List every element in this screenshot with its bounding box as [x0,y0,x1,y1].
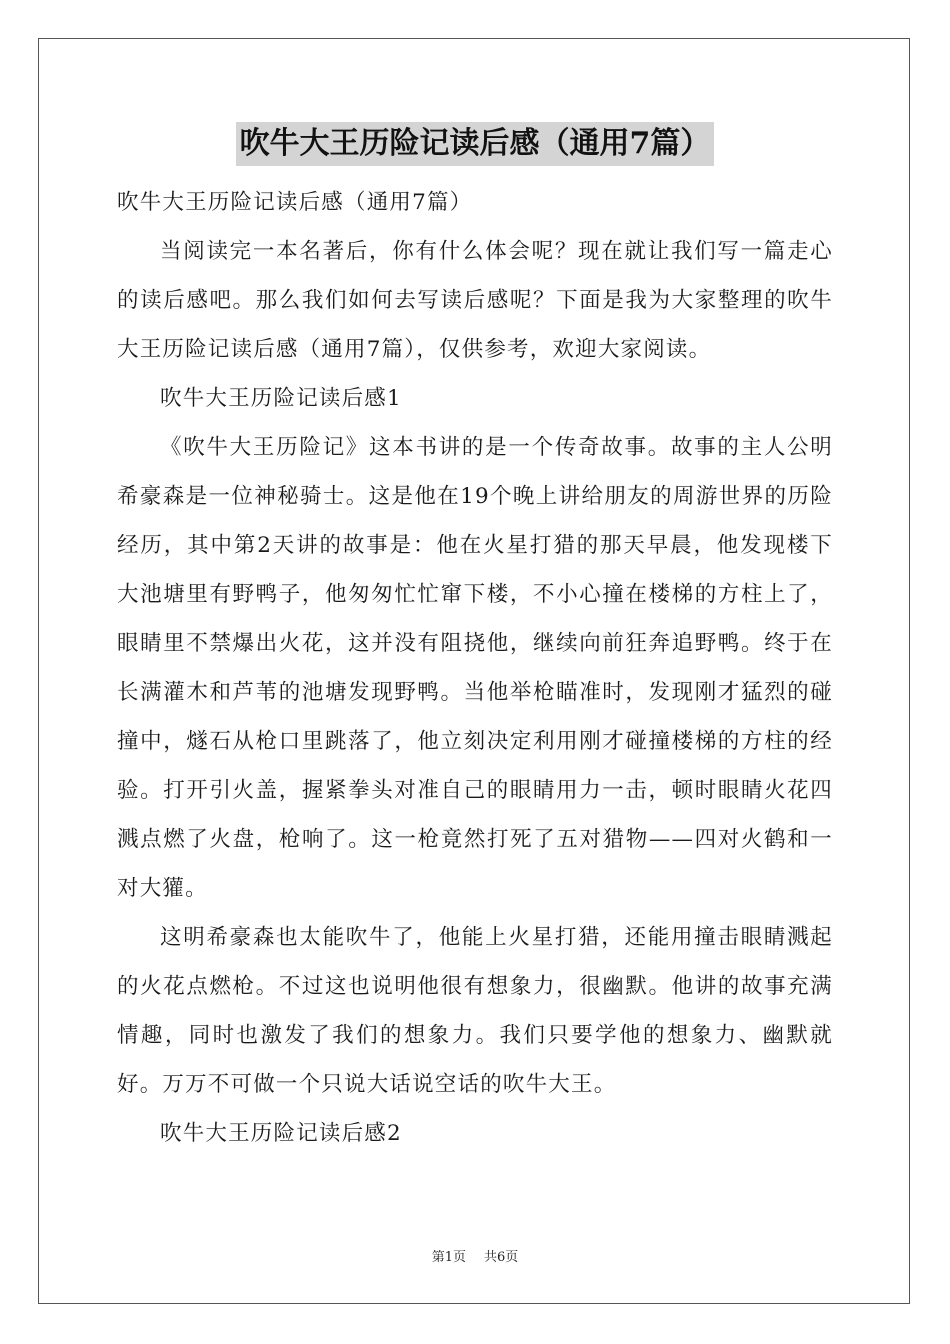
paragraph-story: 《吹牛大王历险记》这本书讲的是一个传奇故事。故事的主人公明希豪森是一位神秘骑士。这是他在19个晚上讲给朋友的周游世界的历险经历，其中第2天讲的故事是：他在火星打猎的那天早晨，他发现楼下大池塘里有野鸭子，他匆匆忙忙窜下楼，不小心撞在楼梯的方柱上了，眼睛里不禁爆出火花，这并没有阻挠他，继续向前狂奔追野鸭。终于在长满灌木和芦苇的池塘发现野鸭。当他举枪瞄准时，发现刚才猛烈的碰撞中，燧石从枪口里跳落了，他立刻决定利用刚才碰撞楼梯的方柱的经验。打开引火盖，握紧拳头对准自己的眼睛用力一击，顿时眼睛火花四溅点燃了火盘，枪响了。这一枪竟然打死了五对猎物——四对火鹤和一对大獾。 [117,435,833,901]
page-footer [0,1246,950,1265]
paragraph-reflection: 这明希豪森也太能吹牛了，他能上火星打猎，还能用撞击眼睛溅起的火花点燃枪。不过这也说明他很有想象力，很幽默。他讲的故事充满情趣，同时也激发了我们的想象力。我们只要学他的想象力、幽默就好。万万不可做一个只说大话说空话的吹牛大王。 [117,925,833,1097]
page-total: 共6页 [484,1250,519,1265]
document-body [117,178,833,1158]
document-title: 吹牛大王历险记读后感（通用7篇） [236,122,715,166]
title-container [0,122,950,166]
paragraph-intro: 当阅读完一本名著后，你有什么体会呢？现在就让我们写一篇走心的读后感吧。那么我们如何去写读后感呢？下面是我为大家整理的吹牛大王历险记读后感（通用7篇），仅供参考，欢迎大家阅读。 [117,239,833,362]
section-heading-2: 吹牛大王历险记读后感2 [160,1121,402,1146]
page-number: 第1页 [431,1250,466,1265]
paragraph-subtitle: 吹牛大王历险记读后感（通用7篇） [117,190,473,215]
section-heading-1: 吹牛大王历险记读后感1 [160,386,402,411]
